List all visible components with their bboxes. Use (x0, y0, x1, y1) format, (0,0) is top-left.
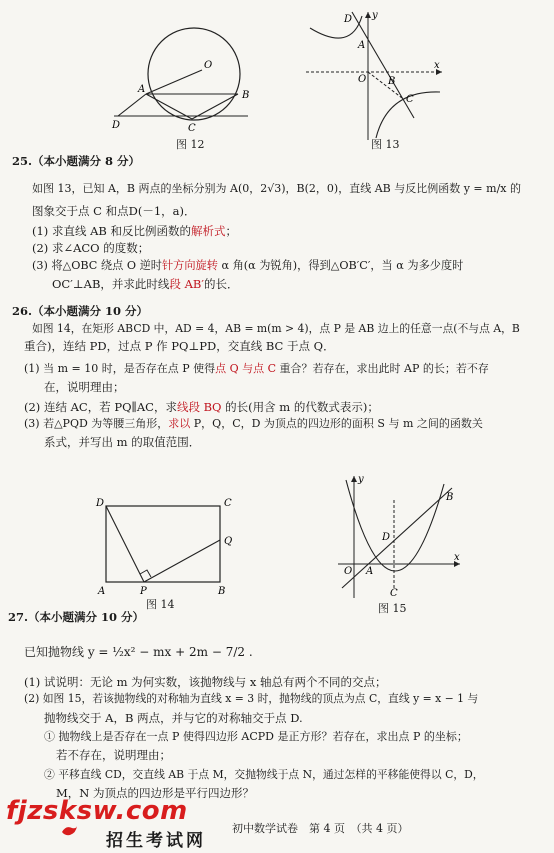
fig15-arrow-y-icon (351, 476, 357, 482)
watermark-domain: fjzsksw.com (6, 796, 188, 826)
fig13-label-x: x (434, 60, 440, 71)
q27-sub-2: ② 平移直线 CD，交直线 AB 于点 M，交抛物线于点 N，通过怎样的平移能使得以 C，D， (44, 768, 484, 781)
figure-14 (92, 494, 242, 602)
fig13-arrow-y-icon (365, 12, 371, 18)
figure-13 (306, 8, 446, 143)
q26-item-1 (24, 362, 489, 376)
q26-item-3 (24, 417, 483, 431)
q26-item-2-text: (2) 连结 AC，若 PQ∥AC，求 (24, 400, 177, 414)
q27-item-2: (2) 如图 15，若该抛物线的对称轴为直线 x = 3 时，抛物线的顶点为点 C，直线 y = x − 1 与 (24, 692, 479, 705)
q25-item-3-text: (3) 将△OBC 绕点 O 逆时 (32, 259, 162, 272)
q26-item-3-cont: 系式，并写出 m 的取值范围． (44, 435, 201, 449)
fig14-label-p: P (140, 586, 147, 597)
q25-item-3-cont-text: OC′⊥AB，并求此时线 (52, 277, 170, 291)
fig12-line-ao (146, 70, 202, 94)
fig13-line-ab (352, 12, 414, 118)
fig15-line-ab (342, 488, 452, 588)
q26-item-3-rest: P，Q，C，D 为顶点的四边形的面积 S 与 m 之间的函数关 (190, 417, 483, 430)
q26-line-1: 如图 14，在矩形 ABCD 中，AD = 4，AB = m(m > 4)，点 P 是 AB 边上的任意一点(不与点 A，B (32, 322, 520, 335)
fig15-label-a: A (366, 566, 374, 577)
fig12-label-b: B (242, 90, 250, 101)
q26-item-2-rest: 的长(用含 m 的代数式表示)； (221, 400, 379, 414)
q25-item-1-highlight: 解析式 (191, 224, 226, 238)
fig13-label-b: B (388, 76, 396, 87)
q25-item-3 (32, 259, 463, 273)
q26-item-1-highlight: 点 Q 与点 C (215, 362, 277, 375)
q26-item-2-highlight: 线段 BQ (176, 400, 222, 414)
fig14-label-d: D (96, 498, 105, 509)
q26-item-3-text: (3) 若△PQD 为等腰三角形， (24, 417, 169, 430)
fig14-line-pq (144, 540, 220, 582)
fig13-caption: 图 13 (371, 138, 400, 151)
fig15-label-d: D (382, 532, 391, 543)
q25-item-3-cont-end: 的长． (203, 277, 239, 291)
q25-item-1-text: (1) 求直线 AB 和反比例函数的 (32, 224, 192, 238)
fig12-label-c: C (188, 123, 196, 134)
fig12-label-a: A (138, 84, 146, 95)
fig13-label-y: y (372, 10, 378, 21)
q25-item-3-highlight: 针方向旋转 (161, 259, 218, 272)
q25-item-3-rest: α 角(α 为锐角)，得到△OB′C′，当 α 为多少度时 (217, 259, 464, 272)
fig14-label-c: C (224, 498, 232, 509)
fig15-label-o: O (344, 566, 353, 577)
page-footer: 初中数学试卷 第 4 页 （共 4 页） (232, 822, 409, 835)
q25-header: 25.（本小题满分 8 分） (12, 154, 141, 168)
q26-line-2: 重合)，连结 PD，过点 P 作 PQ⊥PD，交直线 BC 于点 Q． (24, 339, 335, 353)
q25-line-1: 如图 13，已知 A，B 两点的坐标分别为 A(0，2√3)，B(2，0)，直线 AB 与反比例函数 y = m/x 的 (32, 182, 521, 195)
q26-item-2 (24, 400, 379, 414)
fig13-line-oc (368, 72, 402, 98)
figure-15 (334, 470, 464, 602)
fig15-label-x: x (454, 552, 460, 563)
q27-sub-2-cont: M，N 为顶点的四边形是平行四边形？ (56, 786, 254, 800)
fig12-label-o: O (204, 60, 213, 71)
fig13-label-a: A (358, 40, 366, 51)
fig14-label-a: A (98, 586, 106, 597)
q27-header: 27.（本小题满分 10 分） (8, 610, 145, 624)
fig15-parabola (346, 480, 444, 571)
fig13-label-o: O (358, 74, 367, 85)
fig13-label-d: D (344, 14, 353, 25)
fig14-label-b: B (218, 586, 226, 597)
fig13-hyperbola-branch-left (310, 16, 362, 38)
q26-item-3-highlight: 求以 (168, 417, 191, 430)
q25-item-2: (2) 求∠ACO 的度数； (32, 241, 150, 255)
q26-item-1-rest: 重合？若存在，求出此时 AP 的长；若不存 (276, 362, 489, 375)
fig14-rectangle (106, 506, 220, 582)
watermark-bird-icon (60, 824, 78, 838)
fig15-label-b: B (446, 492, 454, 503)
watermark-name: 招生考试网 (106, 831, 206, 851)
q26-item-1-text: (1) 当 m = 10 时，是否存在点 P 使得 (24, 362, 216, 375)
q25-item-3-cont-highlight: 段 AB′ (169, 277, 204, 291)
figure-12 (108, 26, 258, 144)
q27-line-1: 已知抛物线 y = ½x² − mx + 2m − 7/2 . (24, 645, 253, 659)
fig15-label-y: y (358, 474, 364, 485)
fig14-label-q: Q (224, 536, 233, 547)
q26-header: 26.（本小题满分 10 分） (12, 304, 149, 318)
q27-item-2-cont: 抛物线交于 A，B 两点，并与它的对称轴交于点 D. (44, 711, 303, 725)
fig15-label-c: C (390, 588, 398, 599)
q25-item-1 (32, 224, 237, 238)
fig12-label-d: D (112, 120, 121, 131)
fig12-line-da (118, 94, 146, 116)
q27-sub-1-cont: 若不存在，说明理由； (56, 748, 171, 762)
q25-line-2: 图象交于点 C 和点D(－1，a)． (32, 204, 196, 218)
fig12-caption: 图 12 (176, 138, 205, 151)
q26-item-1-cont: 在，说明理由； (44, 380, 125, 394)
q25-item-1-end: ； (225, 224, 238, 238)
fig12-line-ac (146, 94, 192, 119)
fig14-caption: 图 14 (146, 598, 175, 611)
fig14-right-angle-mark (140, 570, 151, 577)
fig15-caption: 图 15 (378, 602, 407, 615)
q27-sub-1: ① 抛物线上是否存在一点 P 使得四边形 ACPD 是正方形？若存在，求出点 P 的坐标； (44, 730, 468, 743)
q27-item-1: (1) 试说明：无论 m 为何实数，该抛物线与 x 轴总有两个不同的交点； (24, 675, 387, 689)
fig14-line-pd (106, 506, 144, 582)
q25-item-3-cont (52, 277, 238, 291)
fig13-label-c: C (406, 94, 414, 105)
